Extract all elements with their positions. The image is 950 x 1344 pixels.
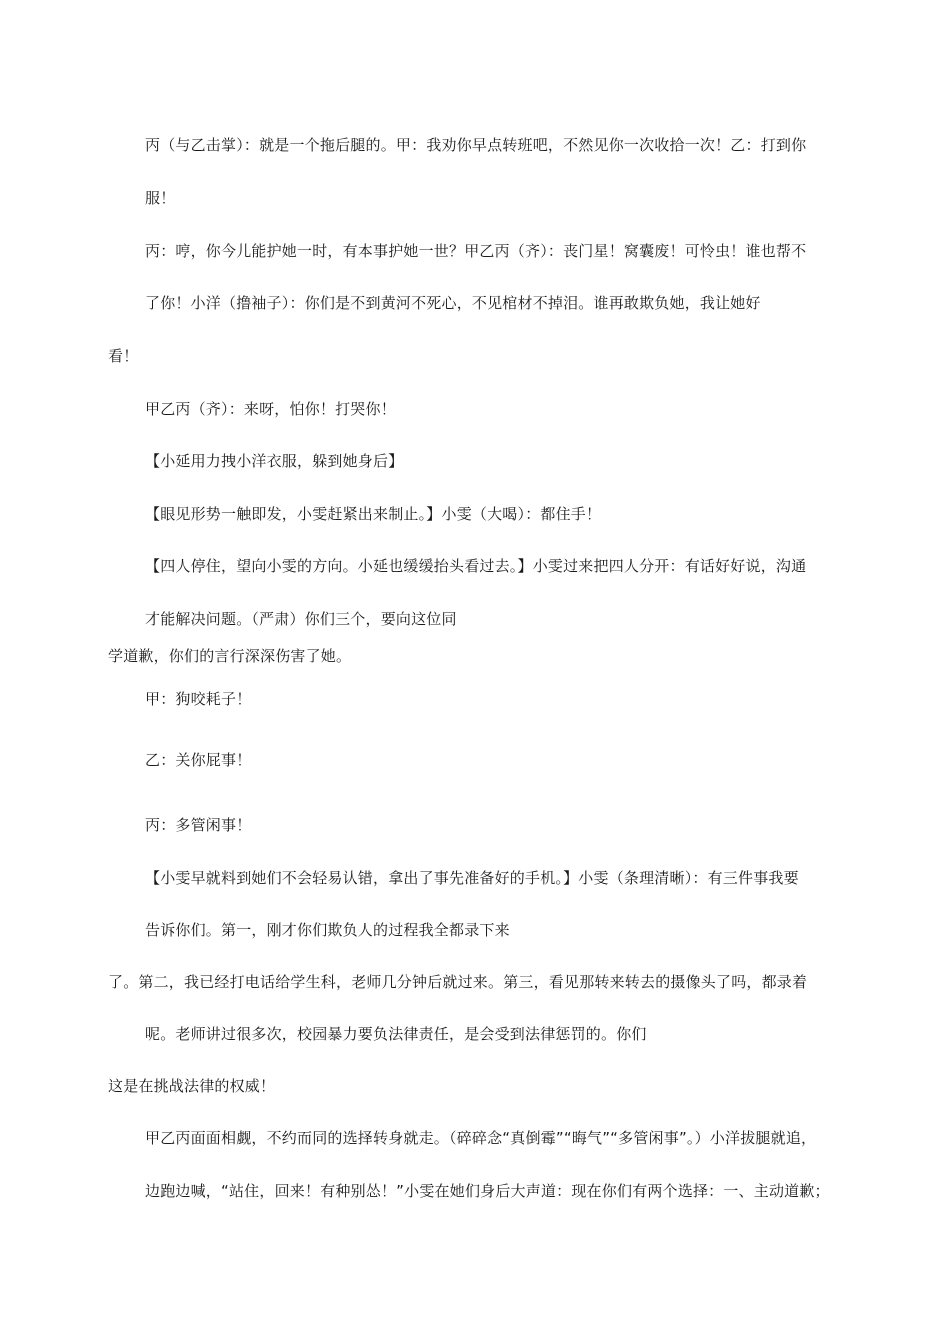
text-line: 甲：狗咬耗子！ xyxy=(145,690,252,708)
text-line: 告诉你们。第一，刚才你们欺负人的过程我全都录下来 xyxy=(145,921,510,939)
text-line: 这是在挑战法律的权威！ xyxy=(108,1077,276,1095)
text-line: 【小雯早就料到她们不会轻易认错，拿出了事先准备好的手机。】小雯（条理清晰）：有三件事我要 xyxy=(145,869,799,887)
text-line: 乙：关你屁事！ xyxy=(145,751,252,769)
text-line: 呢。老师讲过很多次，校园暴力要负法律责任，是会受到法律惩罚的。你们 xyxy=(145,1025,647,1043)
stage-direction: 【小延用力拽小洋衣服，躲到她身后】 xyxy=(145,452,404,470)
text-line: 丙（与乙击掌）：就是一个拖后腿的。甲：我劝你早点转班吧，不然见你一次收拾一次！乙：打到你 xyxy=(145,136,807,154)
text-line: 学道歉，你们的言行深深伤害了她。 xyxy=(108,647,352,665)
text-line: 【四人停住，望向小雯的方向。小延也缓缓抬头看过去。】小雯过来把四人分开：有话好好说，沟通 xyxy=(145,557,807,575)
text-line: 【眼见形势一触即发，小雯赶紧出来制止。】小雯（大喝）：都住手！ xyxy=(145,505,602,523)
text-line: 服！ xyxy=(145,189,176,207)
text-line: 了。第二，我已经打电话给学生科，老师几分钟后就过来。第三，看见那转来转去的摄像头了吗，都录着 xyxy=(108,973,808,991)
text-line: 才能解决问题。（严肃）你们三个，要向这位同 xyxy=(145,610,457,628)
text-line: 丙：哼，你今儿能护她一时，有本事护她一世？甲乙丙（齐）：丧门星！窝囊废！可怜虫！谁也帮不 xyxy=(145,242,807,260)
text-line: 丙：多管闲事！ xyxy=(145,816,252,834)
text-line: 甲乙丙面面相觑，不约而同的选择转身就走。（碎碎念“真倒霉”“晦气”“多管闲事”。）小洋拔腿就追， xyxy=(145,1129,817,1147)
text-line: 看！ xyxy=(108,347,139,365)
text-line: 甲乙丙（齐）：来呀，怕你！打哭你！ xyxy=(145,400,396,418)
text-line: 了你！小洋（撸袖子）：你们是不到黄河不死心，不见棺材不掉泪。谁再敢欺负她，我让她好 xyxy=(145,294,761,312)
text-line: 边跑边喊，“站住，回来！有种别怂！”小雯在她们身后大声道：现在你们有两个选择：一、主动道歉； xyxy=(145,1182,830,1200)
